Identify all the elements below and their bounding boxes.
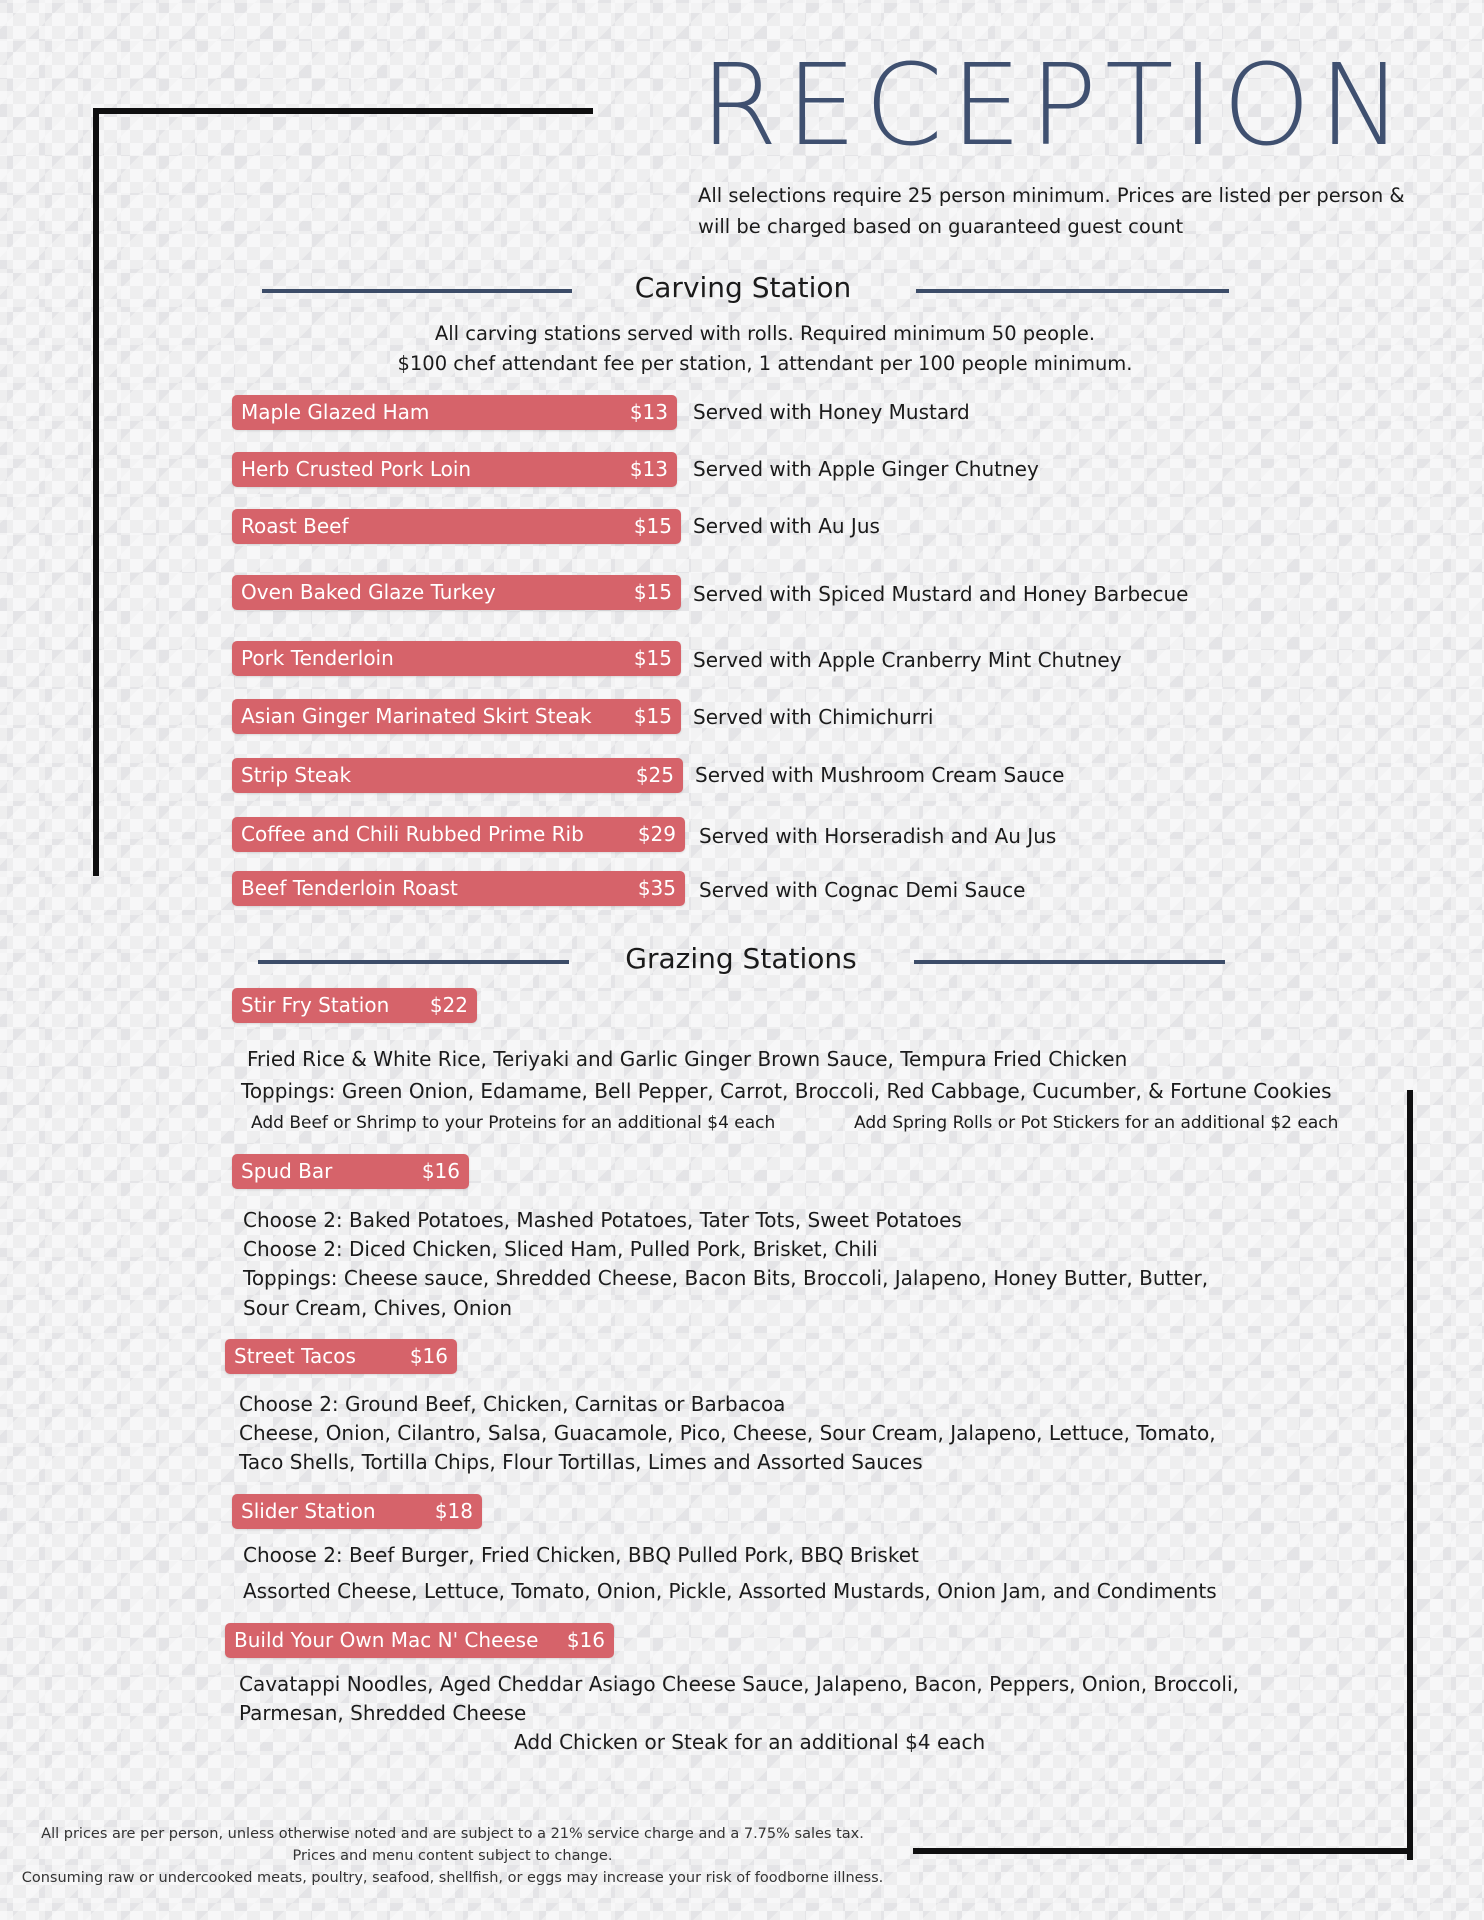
station-pill: [225, 1623, 614, 1658]
station-line: Parmesan, Shredded Cheese: [239, 1701, 527, 1725]
menu-item-pill: [232, 452, 677, 487]
station-pill: [232, 988, 477, 1023]
station-line: Choose 2: Diced Chicken, Sliced Ham, Pulled Pork, Brisket, Chili: [243, 1237, 878, 1261]
station-line: Taco Shells, Tortilla Chips, Flour Tortillas, Limes and Assorted Sauces: [239, 1450, 923, 1474]
station-name: Build Your Own Mac N' Cheese: [234, 1628, 539, 1652]
station-line: Fried Rice & White Rice, Teriyaki and Garlic Ginger Brown Sauce, Tempura Fried Chicken: [247, 1047, 1128, 1071]
item-name: Roast Beef: [241, 514, 349, 538]
carving-note-line-1: All carving stations served with rolls. Required minimum 50 people.: [434, 322, 1096, 345]
item-name: Coffee and Chili Rubbed Prime Rib: [241, 822, 584, 846]
footer-line-1: All prices are per person, unless otherwise noted and are subject to a 21% service charge and a 7.75% sales tax.: [41, 1826, 864, 1842]
frame-bottom-right-horizontal: [913, 1848, 1413, 1854]
item-price: $29: [637, 822, 676, 846]
grazing-section-title: Grazing Stations: [625, 942, 857, 975]
footer-line-2: Prices and menu content subject to change.: [292, 1848, 613, 1864]
intro-text: [698, 180, 1438, 242]
carving-rule-left: [262, 289, 572, 293]
frame-top-left-horizontal: [93, 108, 593, 114]
station-name: Slider Station: [241, 1499, 376, 1523]
item-name: Oven Baked Glaze Turkey: [241, 580, 496, 604]
item-price: $13: [629, 400, 668, 424]
carving-rule-right: [916, 289, 1229, 293]
item-description: Served with Au Jus: [693, 514, 880, 538]
station-pill: [225, 1339, 457, 1374]
menu-item-pill: [232, 699, 681, 734]
station-line: Choose 2: Beef Burger, Fried Chicken, BBQ Pulled Pork, BBQ Brisket: [243, 1543, 919, 1567]
menu-item-pill: [232, 871, 685, 906]
item-price: $25: [635, 763, 674, 787]
item-name: Herb Crusted Pork Loin: [241, 457, 472, 481]
item-price: $15: [633, 704, 672, 728]
station-line: Choose 2: Ground Beef, Chicken, Carnitas or Barbacoa: [239, 1392, 786, 1416]
item-description: Served with Apple Ginger Chutney: [693, 457, 1039, 481]
item-description: Served with Spiced Mustard and Honey Barbecue: [693, 582, 1189, 606]
station-price: $16: [566, 1628, 605, 1652]
item-price: $13: [629, 457, 668, 481]
menu-item-pill: [232, 509, 681, 544]
footer-notes: [0, 1823, 905, 1889]
menu-item-pill: [232, 395, 677, 430]
station-line: Cheese, Onion, Cilantro, Salsa, Guacamole, Pico, Cheese, Sour Cream, Jalapeno, Lettuce, Tomato,: [239, 1421, 1216, 1445]
grazing-rule-left: [258, 960, 569, 964]
carving-section-title: Carving Station: [634, 271, 852, 304]
station-addon: Add Chicken or Steak for an additional $4 each: [514, 1730, 986, 1754]
menu-item-pill: [232, 641, 681, 676]
station-price: $16: [421, 1159, 460, 1183]
station-line: Toppings: Cheese sauce, Shredded Cheese, Bacon Bits, Broccoli, Jalapeno, Honey Butter, Butter,: [243, 1266, 1209, 1290]
item-description: Served with Cognac Demi Sauce: [699, 878, 1026, 902]
station-price: $22: [429, 993, 468, 1017]
menu-item-pill: [232, 575, 681, 610]
item-name: Beef Tenderloin Roast: [241, 876, 458, 900]
frame-top-left-vertical: [93, 108, 99, 876]
station-price: $18: [434, 1499, 473, 1523]
station-line: Assorted Cheese, Lettuce, Tomato, Onion, Pickle, Assorted Mustards, Onion Jam, and Condiments: [243, 1579, 1217, 1603]
station-line: Choose 2: Baked Potatoes, Mashed Potatoes, Tater Tots, Sweet Potatoes: [243, 1208, 962, 1232]
item-description: Served with Mushroom Cream Sauce: [695, 763, 1065, 787]
item-name: Strip Steak: [241, 763, 352, 787]
item-name: Pork Tenderloin: [241, 646, 394, 670]
carving-note: [260, 319, 1270, 379]
page-title: RECEPTION: [700, 41, 1411, 171]
item-price: $35: [637, 876, 676, 900]
station-addon: Add Spring Rolls or Pot Stickers for an additional $2 each: [854, 1113, 1339, 1133]
item-description: Served with Honey Mustard: [693, 400, 970, 424]
item-price: $15: [633, 580, 672, 604]
station-pill: [232, 1494, 482, 1529]
menu-item-pill: [232, 758, 683, 793]
intro-line-2: will be charged based on guaranteed guest count: [698, 215, 1184, 238]
station-line: Toppings: Green Onion, Edamame, Bell Pepper, Carrot, Broccoli, Red Cabbage, Cucumber, & Fortune Cookies: [241, 1079, 1332, 1103]
item-name: Asian Ginger Marinated Skirt Steak: [241, 704, 592, 728]
item-description: Served with Chimichurri: [693, 705, 934, 729]
item-description: Served with Horseradish and Au Jus: [699, 824, 1057, 848]
station-price: $16: [409, 1344, 448, 1368]
grazing-rule-right: [914, 960, 1225, 964]
menu-item-pill: [232, 817, 685, 852]
footer-line-3: Consuming raw or undercooked meats, poultry, seafood, shellfish, or eggs may increase your risk of foodborne illness.: [21, 1870, 884, 1886]
carving-note-line-2: $100 chef attendant fee per station, 1 attendant per 100 people minimum.: [397, 352, 1133, 375]
station-line: Cavatappi Noodles, Aged Cheddar Asiago Cheese Sauce, Jalapeno, Bacon, Peppers, Onion, Broccoli,: [239, 1672, 1239, 1696]
item-name: Maple Glazed Ham: [241, 400, 430, 424]
intro-line-1: All selections require 25 person minimum. Prices are listed per person &: [698, 184, 1405, 207]
station-line: Sour Cream, Chives, Onion: [243, 1296, 513, 1320]
station-name: Street Tacos: [234, 1344, 356, 1368]
station-pill: [232, 1154, 469, 1189]
station-name: Spud Bar: [241, 1159, 333, 1183]
item-price: $15: [633, 646, 672, 670]
item-description: Served with Apple Cranberry Mint Chutney: [693, 648, 1122, 672]
station-name: Stir Fry Station: [241, 993, 390, 1017]
station-addon: Add Beef or Shrimp to your Proteins for an additional $4 each: [251, 1113, 776, 1133]
item-price: $15: [633, 514, 672, 538]
frame-bottom-right-vertical: [1407, 1090, 1413, 1860]
